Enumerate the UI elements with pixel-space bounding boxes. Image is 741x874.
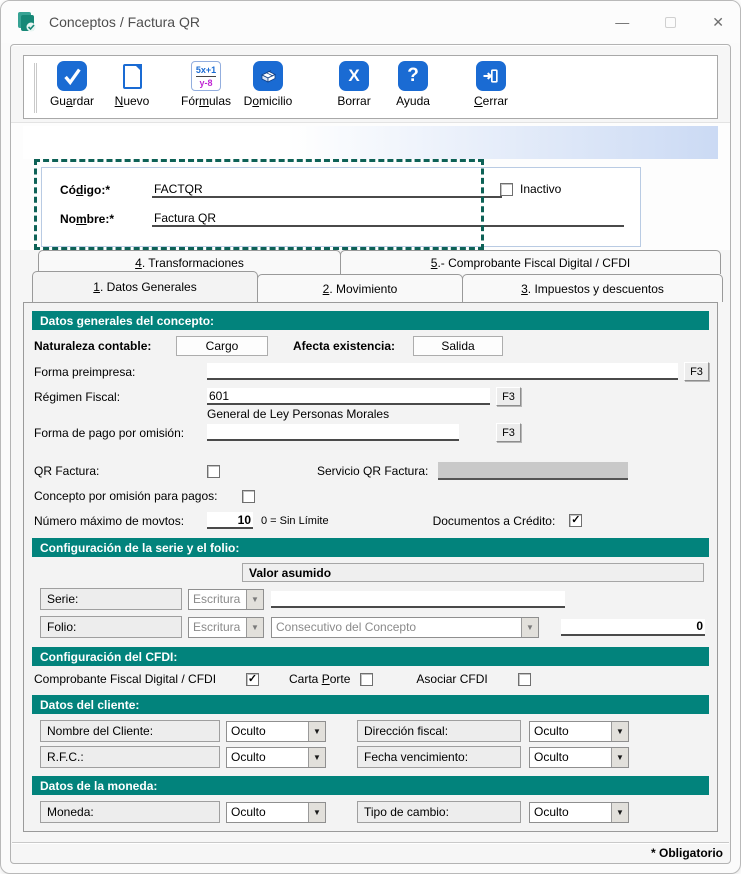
domicilio-label-pre: D bbox=[243, 94, 253, 108]
codigo-label-key: d bbox=[76, 182, 84, 197]
folio-row bbox=[32, 616, 709, 638]
naturaleza-label: Naturaleza contable: bbox=[34, 339, 152, 353]
cliente-row-1 bbox=[32, 720, 709, 742]
domicilio-button[interactable] bbox=[243, 61, 293, 108]
qr-factura-row bbox=[32, 462, 709, 480]
section-cfdi: Configuración del CFDI: bbox=[32, 647, 709, 666]
documentos-credito-label: Documentos a Crédito: bbox=[432, 513, 556, 528]
formula-bottom-text: y-8 bbox=[199, 77, 213, 88]
formula-top-text: 5x+1 bbox=[195, 64, 217, 75]
direccion-fiscal-select[interactable] bbox=[529, 721, 629, 742]
formulas-label-pre: Fór bbox=[181, 94, 199, 108]
inactivo-label: Inactivo bbox=[520, 182, 562, 196]
direccion-fiscal-label: Dirección fiscal: bbox=[357, 720, 521, 742]
tab-row-front bbox=[32, 274, 723, 302]
section-serie-folio: Configuración de la serie y el folio: bbox=[32, 538, 709, 557]
tab2-key: 2 bbox=[322, 281, 330, 296]
nuevo-button[interactable] bbox=[107, 61, 157, 108]
sin-limite-hint: 0 = Sin Límite bbox=[261, 514, 329, 527]
moneda-select[interactable] bbox=[226, 802, 326, 823]
codigo-label bbox=[60, 183, 152, 197]
nombre-label-pre: No bbox=[60, 211, 76, 226]
nombre-cliente-select[interactable] bbox=[226, 721, 326, 742]
app-icon bbox=[15, 10, 39, 34]
ayuda-label bbox=[396, 94, 430, 108]
fecha-vencimiento-label: Fecha vencimiento: bbox=[357, 746, 521, 768]
folio-source-value: Consecutivo del Concepto bbox=[276, 620, 417, 634]
chevron-down-icon: ▼ bbox=[611, 748, 628, 767]
borrar-label bbox=[337, 94, 370, 108]
valor-asumido-row bbox=[32, 563, 709, 582]
folio-label: Folio: bbox=[40, 616, 182, 638]
tab4-text: . Transformaciones bbox=[141, 255, 244, 270]
tab1-text: . Datos Generales bbox=[99, 280, 197, 294]
card-file-icon bbox=[253, 61, 283, 91]
nombre-cliente-label: Nombre del Cliente: bbox=[40, 720, 220, 742]
tab3-key: 3 bbox=[521, 281, 528, 296]
forma-pago-label: Forma de pago por omisión: bbox=[34, 425, 185, 440]
record-header-area bbox=[11, 122, 730, 250]
formulas-label bbox=[181, 94, 231, 108]
cerrar-button[interactable] bbox=[466, 61, 516, 108]
afecta-existencia-label: Afecta existencia: bbox=[293, 339, 396, 353]
title-bar bbox=[1, 1, 740, 43]
chevron-down-icon: ▼ bbox=[611, 722, 628, 741]
regimen-fiscal-row bbox=[32, 387, 709, 406]
gradient-strip bbox=[23, 126, 718, 159]
ayuda-button[interactable] bbox=[388, 61, 438, 108]
concepto-omision-row bbox=[32, 489, 709, 503]
regimen-descripcion: General de Ley Personas Morales bbox=[207, 407, 390, 421]
nombre-input[interactable] bbox=[152, 210, 624, 227]
tab-movimiento[interactable] bbox=[257, 274, 463, 302]
guardar-label-key: a bbox=[65, 94, 73, 108]
ayuda-label-pre: Ayuda bbox=[396, 94, 430, 108]
chevron-down-icon: ▼ bbox=[611, 803, 628, 822]
guardar-label-post: rdar bbox=[72, 94, 95, 108]
guardar-label bbox=[50, 94, 94, 108]
forma-preimpresa-row bbox=[32, 362, 709, 381]
naturaleza-button[interactable]: Cargo bbox=[176, 336, 268, 356]
moneda-value: Oculto bbox=[231, 805, 266, 819]
tipo-cambio-select[interactable] bbox=[529, 802, 629, 823]
carta-porte-label bbox=[289, 672, 350, 686]
concepto-omision-checkbox[interactable] bbox=[242, 490, 255, 503]
maximize-button[interactable] bbox=[665, 17, 676, 28]
new-document-icon bbox=[117, 61, 147, 91]
folio-mode-value: Escritura bbox=[193, 620, 241, 634]
window-body bbox=[10, 44, 731, 864]
folio-mode-select[interactable] bbox=[188, 617, 264, 638]
rfc-select[interactable] bbox=[226, 747, 326, 768]
formula-icon bbox=[191, 61, 221, 91]
chevron-down-icon: ▼ bbox=[246, 590, 263, 609]
tab-datos-generales[interactable] bbox=[32, 271, 258, 302]
nuevo-label-post: uevo bbox=[123, 94, 150, 108]
serie-mode-value: Escritura bbox=[193, 592, 241, 606]
nombre-label-post: bre:* bbox=[86, 211, 115, 226]
cliente-row-2 bbox=[32, 746, 709, 768]
concepto-omision-label: Concepto por omisión para pagos: bbox=[34, 489, 218, 503]
fecha-vencimiento-select[interactable] bbox=[529, 747, 629, 768]
folio-valor-input[interactable] bbox=[561, 619, 705, 636]
chevron-down-icon: ▼ bbox=[308, 803, 325, 822]
section-datos-generales: Datos generales del concepto: bbox=[32, 311, 709, 330]
chevron-down-icon: ▼ bbox=[521, 618, 538, 637]
carta-porte-key: P bbox=[321, 672, 330, 686]
cfdi-row bbox=[32, 672, 709, 686]
chevron-down-icon: ▼ bbox=[308, 722, 325, 741]
cfdi-checkbox[interactable] bbox=[246, 673, 259, 686]
forma-preimpresa-label: Forma preimpresa: bbox=[34, 364, 136, 379]
regimen-fiscal-f3-button[interactable]: F3 bbox=[496, 387, 521, 406]
chevron-down-icon: ▼ bbox=[246, 618, 263, 637]
save-check-icon bbox=[57, 61, 87, 91]
tab2-text: . Movimiento bbox=[329, 281, 398, 296]
minimize-button[interactable]: — bbox=[615, 14, 630, 30]
status-bar bbox=[12, 842, 729, 863]
moneda-row bbox=[32, 801, 709, 823]
check-icon: ✓ bbox=[247, 672, 258, 685]
tab4-key: 4 bbox=[135, 255, 142, 270]
numero-maximo-row bbox=[32, 512, 709, 529]
tab3-text: . Impuestos y descuentos bbox=[527, 281, 664, 296]
servicio-qr-input[interactable] bbox=[438, 462, 628, 480]
cerrar-label-key: C bbox=[474, 94, 483, 108]
formulas-label-post: ulas bbox=[209, 94, 232, 108]
valor-asumido-header: Valor asumido bbox=[242, 563, 704, 582]
exit-door-icon bbox=[476, 61, 506, 91]
guardar-button[interactable] bbox=[47, 61, 97, 108]
nuevo-label bbox=[115, 94, 150, 108]
tipo-cambio-value: Oculto bbox=[534, 805, 569, 819]
inactivo-field bbox=[500, 182, 561, 196]
record-id-groupbox bbox=[41, 167, 641, 247]
delete-x-icon: X bbox=[339, 61, 369, 91]
afecta-existencia-button[interactable]: Salida bbox=[413, 336, 503, 356]
direccion-fiscal-value: Oculto bbox=[534, 724, 569, 738]
chevron-down-icon: ▼ bbox=[308, 748, 325, 767]
tab1-key: 1 bbox=[93, 280, 100, 294]
nombre-label-key: m bbox=[76, 211, 87, 226]
inactivo-checkbox[interactable] bbox=[500, 183, 513, 196]
formulas-label-key: m bbox=[199, 94, 209, 108]
serie-valor-input[interactable] bbox=[271, 591, 565, 608]
carta-porte-checkbox[interactable] bbox=[360, 673, 373, 686]
servicio-qr-label: Servicio QR Factura: bbox=[317, 464, 429, 478]
tab5-key: 5 bbox=[430, 255, 438, 270]
numero-maximo-label: Número máximo de movtos: bbox=[34, 513, 185, 528]
forma-preimpresa-f3-button[interactable]: F3 bbox=[684, 362, 709, 381]
close-button[interactable]: ✕ bbox=[712, 14, 724, 30]
cerrar-label-post: errar bbox=[482, 94, 509, 108]
domicilio-label bbox=[244, 94, 293, 108]
moneda-label: Moneda: bbox=[40, 801, 220, 823]
rfc-label: R.F.C.: bbox=[40, 746, 220, 768]
nombre-row bbox=[60, 210, 640, 227]
formulas-button[interactable] bbox=[181, 61, 231, 108]
help-question-icon: ? bbox=[398, 61, 428, 91]
codigo-label-pre: Có bbox=[60, 182, 76, 197]
tab-page-datos-generales bbox=[23, 302, 718, 832]
forma-pago-f3-button[interactable]: F3 bbox=[496, 423, 521, 442]
toolbar bbox=[23, 55, 718, 119]
naturaleza-row bbox=[32, 336, 709, 356]
nombre-cliente-value: Oculto bbox=[231, 724, 266, 738]
guardar-label-pre: Gu bbox=[49, 94, 66, 108]
regimen-desc-row bbox=[32, 407, 709, 421]
tab-comprobante-cfdi[interactable] bbox=[340, 250, 721, 274]
domicilio-label-key: o bbox=[252, 94, 260, 108]
qr-factura-label: QR Factura: bbox=[34, 464, 100, 478]
tab-impuestos[interactable] bbox=[462, 274, 723, 302]
serie-mode-select[interactable] bbox=[188, 589, 264, 610]
carta-porte-pre: Carta bbox=[289, 672, 322, 686]
asociar-cfdi-label: Asociar CFDI bbox=[416, 672, 488, 686]
documentos-credito-checkbox[interactable] bbox=[569, 514, 582, 527]
fecha-vencimiento-value: Oculto bbox=[534, 750, 569, 764]
rfc-value: Oculto bbox=[231, 750, 266, 764]
cerrar-label bbox=[474, 94, 508, 108]
domicilio-label-post: micilio bbox=[259, 94, 293, 108]
nuevo-label-key: N bbox=[114, 94, 124, 108]
tab5-text: .- Comprobante Fiscal Digital / CFDI bbox=[437, 255, 631, 270]
serie-label: Serie: bbox=[40, 588, 182, 610]
codigo-label-post: igo:* bbox=[83, 182, 111, 197]
asociar-cfdi-checkbox[interactable] bbox=[518, 673, 531, 686]
borrar-label-pre: Borrar bbox=[337, 94, 371, 108]
obligatorio-note: * Obligatorio bbox=[651, 846, 723, 860]
window-controls bbox=[615, 15, 724, 29]
codigo-input[interactable] bbox=[152, 181, 502, 198]
qr-factura-checkbox[interactable] bbox=[207, 465, 220, 478]
section-datos-moneda: Datos de la moneda: bbox=[32, 776, 709, 795]
check-icon: ✓ bbox=[571, 514, 581, 526]
nombre-label bbox=[60, 212, 152, 226]
cfdi-label: Comprobante Fiscal Digital / CFDI bbox=[34, 672, 217, 686]
forma-preimpresa-input[interactable] bbox=[207, 363, 678, 380]
section-datos-cliente: Datos del cliente: bbox=[32, 695, 709, 714]
folio-source-select[interactable] bbox=[271, 617, 539, 638]
window-title: Conceptos / Factura QR bbox=[49, 14, 200, 30]
regimen-fiscal-input[interactable] bbox=[207, 388, 490, 405]
borrar-button[interactable] bbox=[329, 61, 379, 108]
serie-row bbox=[32, 588, 709, 610]
forma-pago-input[interactable] bbox=[207, 424, 459, 441]
forma-pago-row bbox=[32, 423, 709, 442]
regimen-fiscal-label: Régimen Fiscal: bbox=[34, 389, 121, 404]
toolbar-grip-icon bbox=[34, 63, 37, 113]
tipo-cambio-label: Tipo de cambio: bbox=[357, 801, 521, 823]
numero-maximo-input[interactable] bbox=[207, 512, 253, 529]
carta-porte-post: orte bbox=[329, 672, 351, 686]
